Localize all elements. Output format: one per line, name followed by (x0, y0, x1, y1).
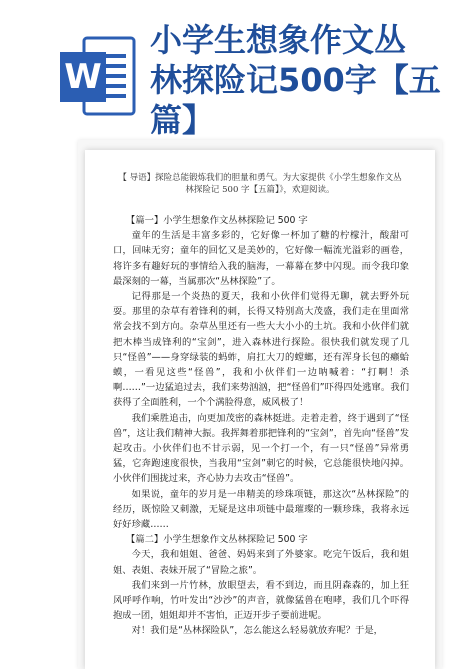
body-paragraph: 今天，我和姐姐、爸爸、妈妈来到了外婆家。吃完午饭后，我和姐姐、表姐、表妹开展了“冒险之旅”。 (113, 549, 409, 576)
body-paragraph: 童年的生活是丰富多彩的，它好像一杯加了糖的柠檬汁，酸甜可口，回味无穷；童年的回忆又是美妙的，它好像一幅流光溢彩的画卷，将许多有趣好玩的事情给入我的脑海，一幕幕在梦中闪现。而令我印象最深刻的一幕，当属那次“丛林探险”了。 (113, 230, 409, 287)
word-letter: W (64, 57, 102, 97)
body-paragraph: 我们乘胜追击，向更加茂密的森林挺进。走着走着，终于遇到了“怪兽”，这让我们精神大振。我挥舞着那把锋利的“宝剑”，首先向“怪兽”发起攻击。小伙伴们也不甘示弱，见一个打一个，有一只“怪兽”异常勇猛，它奔跑速度很快，当我用“宝剑”刺它的时候，它总能很快地闪掉。小伙伴们围拢过来，齐心协力去攻击“怪兽”。 (113, 412, 409, 485)
document-title: 小学生想象作文丛 林探险记500字【五篇】 (150, 21, 441, 139)
section-heading: 【篇二】小学生想象作文丛林探险记 500 字 (126, 534, 308, 546)
body-paragraph: 如果说，童年的岁月是一串精美的珍珠项链，那这次“丛林探险”的经历，既惊险又刺激，无疑是这串项链中最璀璨的一颗珍珠，我将永远好好珍藏…… (113, 488, 409, 531)
body-paragraph: 我们来到一片竹林，放眼望去，看不到边，而且阴森森的，加上狂风呼呼作响，竹叶发出“沙沙”的声音，就像猛兽在咆哮，我们几个吓得抱成一团，姐姐却并不害怕，正迈开步子要前进呢。 (113, 579, 409, 622)
body-paragraph: 记得那是一个炎热的夏天，我和小伙伴们觉得无聊，就去野外玩耍。那里的杂草有着锋利的刺，长得又特别高大茂盛，我们走在里面常常会找不到方向。杂草丛里还有一些大大小小的土坑。我和小伙伴们就把木棒当成锋利的“宝剑”，进入森林进行探险。很快我们就发现了几只“怪兽”——身穿绿装的蚂蚱，肩扛大刀的螳螂，还有浑身长包的癞蛤蟆，一看见这些“怪兽”，我和小伙伴们一边呐喊着：“打啊！杀啊……”一边猛追过去，我们来势汹汹，把“怪兽们”吓得四处逃窜。我们获得了全面胜利，一个个满脸得意，威风极了！ (113, 291, 409, 409)
document-body (113, 213, 409, 639)
section-heading: 【篇一】小学生想象作文丛林探险记 500 字 (126, 215, 308, 226)
body-paragraph: 对！我们是“丛林探险队”，怎么能这么轻易就放弃呢？于是， (131, 625, 383, 637)
word-document-icon (58, 30, 138, 122)
guide-text: 【 导语】探险总能锻炼我们的胆量和勇气。为大家提供《小学生想象作文丛林探险记 500 字【五篇】》，欢迎阅读。 (118, 173, 402, 195)
header (0, 0, 474, 139)
document-page (85, 150, 435, 669)
